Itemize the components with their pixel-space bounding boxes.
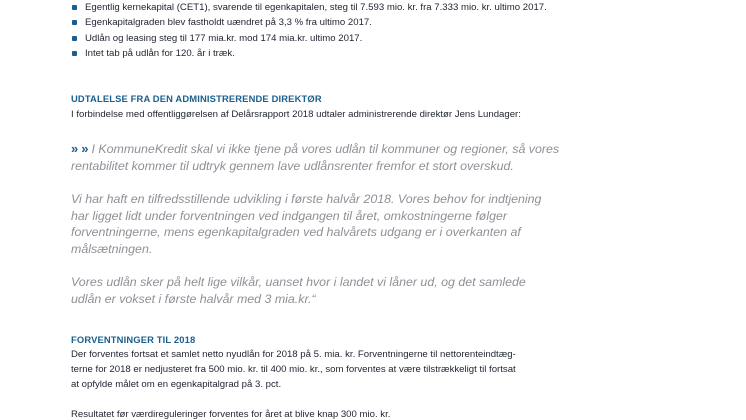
ceo-quote-paragraph-1: » » I KommuneKredit skal vi ikke tjene på vores udlån til kommuner og regioner, så vores rentabilitet kommer til udtryk gennem lave udlånsrenter fremfor et stort overskud. [71, 141, 560, 173]
statement-heading: UDTALELSE FRA DEN ADMINISTRERENDE DIREKTØR [71, 93, 322, 104]
expectations-line-3: at opfylde målet om en egenkapitalgrad på 3. pct. [71, 379, 282, 390]
list-item: Udlån og leasing steg til 177 mia.kr. mod 174 mia.kr. ultimo 2017. [71, 31, 547, 46]
bullet-square-icon [72, 5, 77, 10]
expectations-heading: FORVENTNINGER TIL 2018 [71, 334, 196, 345]
key-figures-list [71, 0, 547, 61]
ceo-quote-paragraph-2: Vi har haft en tilfredsstillende udvikling i første halvår 2018. Vores behov for indtjening har ligget lidt under forventningen ved indgangen til året, omkostningerne følger forventningerne, mens egenkapitalgraden ved halvårets udgang er i overkanten af målsætningen. [71, 192, 542, 256]
list-item: Egenkapitalgraden blev fastholdt uændret på 3,3 % fra ultimo 2017. [71, 15, 547, 30]
expectations-line-2: terne for 2018 er nedjusteret fra 500 mio. kr. til 400 mio. kr., som forventes at være tilstrækkeligt til fortsat [71, 364, 516, 375]
expectations-result-line: Resultatet før værdireguleringer forventes for året at blive knap 300 mio. kr. [71, 409, 391, 420]
quote-mark-icon: » [71, 141, 77, 156]
bullet-square-icon [72, 51, 77, 56]
bullet-square-icon [72, 20, 77, 25]
list-item: Intet tab på udlån for 120. år i træk. [71, 46, 547, 61]
bullet-square-icon [72, 36, 77, 41]
list-item: Egentlig kernekapital (CET1), svarende til egenkapitalen, steg til 7.593 mio. kr. fra 7.333 mio. kr. ultimo 2017. [71, 0, 547, 15]
ceo-quote-paragraph-3: Vores udlån sker på helt lige vilkår, uanset hvor i landet vi låner ud, og det samlede udlån er vokset i første halvår med 3 mia.kr.“ [71, 275, 526, 306]
expectations-line-1: Der forventes fortsat et samlet netto nyudlån for 2018 på 5. mia. kr. Forventningerne til nettorenteindtæg- [71, 349, 516, 360]
statement-intro: I forbindelse med offentliggørelsen af Delårsrapport 2018 udtaler administrerende direktør Jens Lundager: [71, 109, 521, 120]
